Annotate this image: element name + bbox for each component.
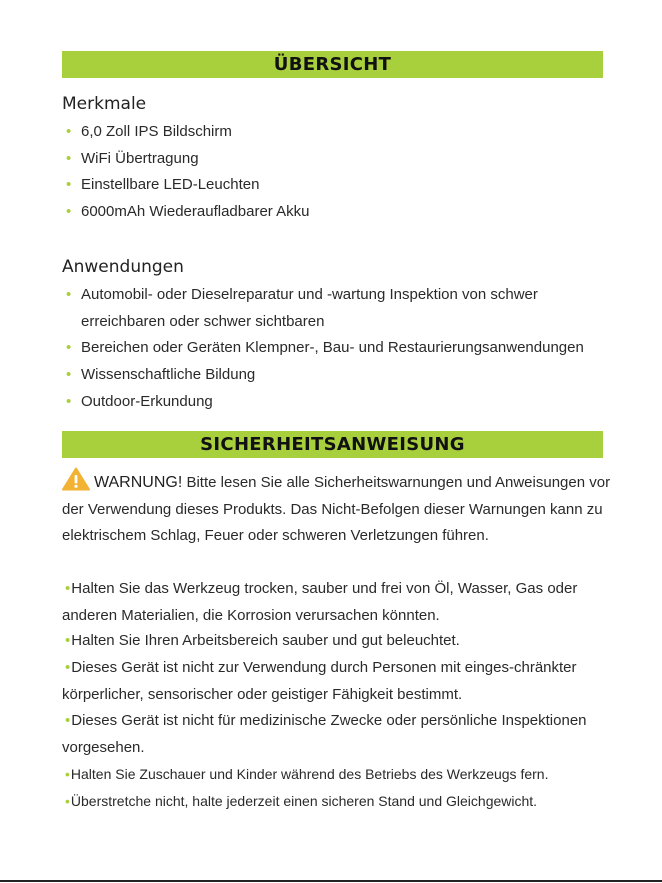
bullet-icon: •: [65, 659, 71, 676]
bullet-icon: •: [65, 793, 70, 809]
bullet-icon: •: [66, 366, 72, 384]
warning-triangle-icon: [62, 467, 90, 491]
bullet-icon: •: [66, 339, 72, 357]
list-item: • Einstellbare LED-Leuchten: [62, 172, 309, 199]
safety-item: •Dieses Gerät ist nicht zur Verwendung durch Personen mit einges-chränkter körperlicher, sensorischer oder geistiger Fähigkeit bestimmt.: [62, 659, 577, 703]
list-item: • WiFi Übertragung: [62, 146, 309, 173]
overview-banner: ÜBERSICHT: [62, 51, 603, 78]
bullet-icon: •: [66, 123, 72, 140]
bullet-icon: •: [66, 203, 72, 221]
safety-item: •Halten Sie Ihren Arbeitsbereich sauber und gut beleuchtet.: [65, 632, 460, 649]
bullet-icon: •: [65, 632, 71, 649]
safety-banner: SICHERHEITSANWEISUNG: [62, 431, 603, 458]
bullet-icon: •: [65, 766, 70, 782]
applications-list: [62, 282, 584, 416]
list-item-continuation: erreichbaren oder schwer sichtbaren: [81, 312, 325, 330]
safety-item: •Überstretche nicht, halte jederzeit einen sicheren Stand und Gleichgewicht.: [65, 793, 538, 809]
warning-text: Bitte lesen Sie alle Sicherheitswarnungen und Anweisungen vor der Verwendung dieses Produkts. Das Nicht-Befolgen dieser Warnungen kann zu elektrischem Schlag, Feuer oder schweren Verletzungen führen.: [62, 474, 611, 544]
applications-heading: Anwendungen: [62, 257, 184, 277]
features-heading: Merkmale: [62, 94, 147, 114]
safety-item: •Halten Sie das Werkzeug trocken, sauber und frei von Öl, Wasser, Gas oder anderen Materialien, die Korrosion verursachen könnten.: [62, 580, 578, 624]
safety-item: •Dieses Gerät ist nicht für medizinische Zwecke oder persönliche Inspektionen vorgesehen.: [62, 712, 587, 756]
bullet-icon: •: [66, 392, 72, 410]
list-item: • Wissenschaftliche Bildung: [62, 362, 584, 389]
bullet-icon: •: [65, 712, 71, 729]
safety-item: •Halten Sie Zuschauer und Kinder während des Betriebs des Werkzeugs fern.: [65, 766, 549, 782]
bullet-icon: •: [66, 149, 72, 167]
list-item: • Bereichen oder Geräten Klempner-, Bau- und Restaurierungsanwendungen: [62, 335, 584, 362]
features-list: [62, 119, 309, 226]
bullet-icon: •: [66, 176, 72, 194]
warning-label: WARNUNG!: [94, 474, 183, 491]
bullet-icon: •: [65, 580, 71, 597]
list-item: • 6000mAh Wiederaufladbarer Akku: [62, 199, 309, 226]
bottom-divider: [0, 880, 662, 882]
list-item: • 6,0 Zoll IPS Bildschirm: [62, 119, 309, 146]
bullet-icon: •: [66, 286, 72, 303]
list-item: • Outdoor-Erkundung: [62, 389, 584, 416]
list-item: • Automobil- oder Dieselreparatur und -wartung Inspektion von schwer: [62, 282, 584, 309]
warning-paragraph: [62, 467, 622, 550]
